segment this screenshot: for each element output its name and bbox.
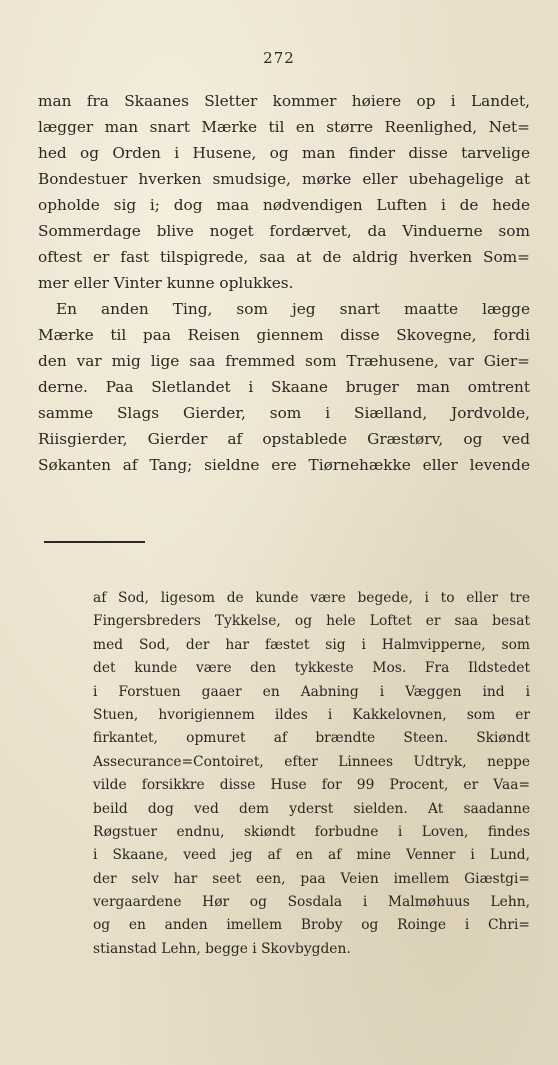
- footnote-line: Fingersbreders Tykkelse, og hele Loftet er saa besat: [93, 613, 530, 630]
- text-line: Mærke til paa Reisen giennem disse Skovegne, fordi: [38, 326, 530, 344]
- footnote-line: i Forstuen gaaer en Aabning i Væggen ind i: [93, 683, 530, 700]
- footnote-line: i Skaane, veed jeg af en af mine Venner i Lund,: [93, 847, 530, 864]
- text-line: lægger man snart Mærke til en større Reenlighed, Net=: [38, 118, 530, 136]
- footnote-line: Røgstuer endnu, skiøndt forbudne i Loven, findes: [93, 823, 530, 840]
- text-line: mer eller Vinter kunne oplukkes.: [38, 274, 294, 292]
- text-line: man fra Skaanes Sletter kommer høiere op i Landet,: [38, 92, 530, 110]
- text-line: oftest er fast tilspigrede, saa at de aldrig hverken Som=: [38, 248, 530, 266]
- main-text: [38, 88, 530, 478]
- footnote-line: vilde forsikkre disse Huse for 99 Procent, er Vaa=: [93, 777, 530, 794]
- footnote-line: med Sod, der har fæstet sig i Halmvipperne, som: [93, 636, 530, 653]
- footnote-line: beild dog ved dem yderst sielden. At saadanne: [93, 800, 530, 817]
- footnote-line: Assecurance=Contoiret, efter Linnees Udtryk, neppe: [93, 753, 530, 770]
- footnote: [93, 587, 530, 961]
- text-line: Riisgierder, Gierder af opstablede Græstørv, og ved: [38, 430, 530, 448]
- page-number: 272: [263, 49, 295, 67]
- footnote-line: der selv har seet een, paa Veien imellem Giæstgi=: [93, 870, 530, 887]
- text-line: opholde sig i; dog maa nødvendigen Luften i de hede: [38, 196, 530, 214]
- text-line: Bondestuer hverken smudsige, mørke eller ubehagelige at: [38, 170, 530, 188]
- text-line: Sommerdage blive noget fordærvet, da Vinduerne som: [38, 222, 530, 240]
- text-line: Søkanten af Tang; sieldne ere Tiørnehække eller levende: [38, 456, 530, 474]
- footnote-line: af Sod, ligesom de kunde være begede, i to eller tre: [93, 590, 530, 606]
- text-line: den var mig lige saa fremmed som Træhusene, var Gier=: [38, 352, 530, 370]
- footnote-line: det kunde være den tykkeste Mos. Fra Ildstedet: [93, 660, 530, 677]
- footnote-line: Stuen, hvorigiennem ildes i Kakkelovnen, som er: [93, 706, 530, 723]
- text-line: hed og Orden i Husene, og man finder disse tarvelige: [38, 144, 530, 162]
- footnote-divider: [44, 541, 145, 543]
- footnote-line: og en anden imellem Broby og Roinge i Chri=: [93, 917, 530, 934]
- text-line: samme Slags Gierder, som i Siælland, Jordvolde,: [38, 404, 530, 422]
- footnote-line: vergaardene Hør og Sosdala i Malmøhuus Lehn,: [93, 894, 530, 911]
- footnote-line: stianstad Lehn, begge i Skovbygden.: [93, 940, 351, 957]
- text-line: derne. Paa Sletlandet i Skaane bruger man omtrent: [38, 378, 530, 396]
- footnote-line: firkantet, opmuret af brændte Steen. Skiøndt: [93, 730, 530, 747]
- paragraph-start-line: En anden Ting, som jeg snart maatte lægge: [56, 300, 530, 318]
